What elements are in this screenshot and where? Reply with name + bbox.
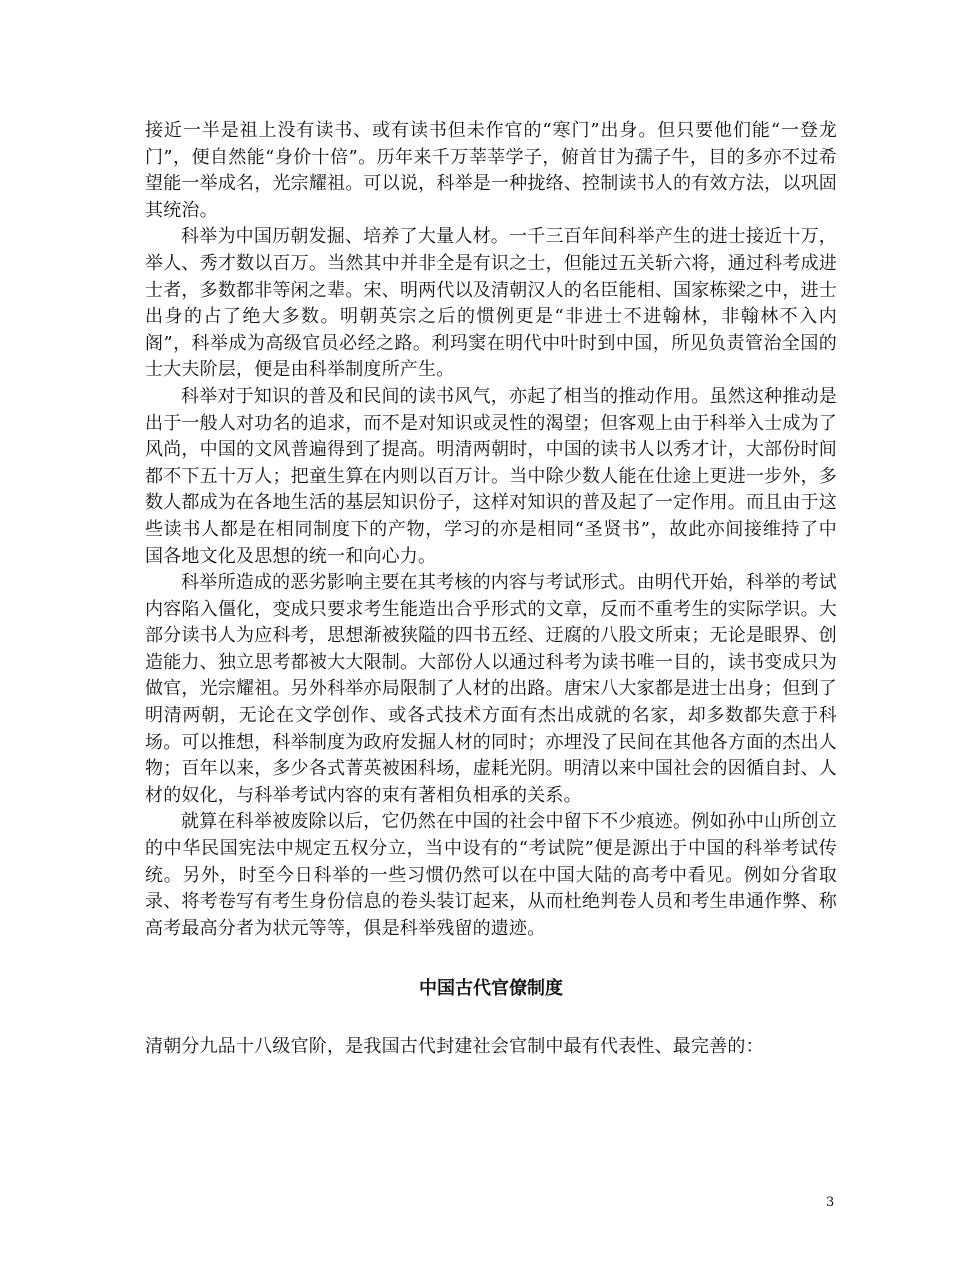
document-body <box>145 118 837 1061</box>
paragraph-1: 接近一半是祖上没有读书、或有读书但未作官的“寒门”出身。但只要他们能“一登龙门”，便自然能“身价十倍”。历年来千万莘莘学子，俯首甘为孺子牛，目的多亦不过希望能一举成名，光宗耀祖。可以说，科举是一种拢络、控制读书人的有效方法，以巩固其统治。 <box>145 120 837 221</box>
page-number: 3 <box>826 1195 835 1210</box>
section-heading: 中国古代官僚制度 <box>419 978 563 1000</box>
paragraph-4: 科举所造成的恶劣影响主要在其考核的内容与考试形式。由明代开始，科举的考试内容陷入僵化，变成只要求考生能造出合乎形式的文章，反而不重考生的实际学识。大部分读书人为应科考，思想渐被狭隘的四书五经、迂腐的八股文所束；无论是眼界、创造能力、独立思考都被大大限制。大部份人以通过科考为读书唯一目的，读书变成只为做官，光宗耀祖。另外科举亦局限制了人材的出路。唐宋八大家都是进士出身；但到了明清两朝，无论在文学创作、或各式技术方面有杰出成就的名家，却多数都失意于科场。可以推想，科举制度为政府发掘人材的同时；亦埋没了民间在其他各方面的杰出人物；百年以来，多少各式菁英被困科场，虚耗光阴。明清以来中国社会的因循自封、人材的奴化，与科举考试内容的束有著相负相承的关系。 <box>145 572 837 806</box>
paragraph-3: 科举对于知识的普及和民间的读书风气，亦起了相当的推动作用。虽然这种推动是出于一般人对功名的追求，而不是对知识或灵性的渴望；但客观上由于科举入士成为了风尚，中国的文风普遍得到了提高。明清两朝时，中国的读书人以秀才计，大部份时间都不下五十万人；把童生算在内则以百万计。当中除少数人能在仕途上更进一步外，多数人都成为在各地生活的基层知识份子，这样对知识的普及起了一定作用。而且由于这些读书人都是在相同制度下的产物，学习的亦是相同“圣贤书”，故此亦间接维持了中国各地文化及思想的统一和向心力。 <box>145 385 837 567</box>
section-first-line: 清朝分九品十八级官阶，是我国古代封建社会官制中最有代表性、最完善的： <box>145 1036 764 1058</box>
paragraph-5: 就算在科举被废除以后，它仍然在中国的社会中留下不少痕迹。例如孙中山所创立的中华民国宪法中规定五权分立，当中设有的“考试院”便是源出于中国的科举考试传统。另外，时至今日科举的一些习惯仍然可以在中国大陆的高考中看见。例如分省取录、将考卷写有考生身份信息的卷头装订起来，从而杜绝判卷人员和考生串通作弊、称高考最高分者为状元等等，俱是科举残留的遗迹。 <box>145 811 837 939</box>
paragraph-2: 科举为中国历朝发掘、培养了大量人材。一千三百年间科举产生的进士接近十万，举人、秀才数以百万。当然其中并非全是有识之士，但能过五关斩六将，通过科考成进士者，多数都非等闲之辈。宋、明两代以及清朝汉人的名臣能相、国家栋梁之中，进士出身的占了绝大多数。明朝英宗之后的惯例更是“非进士不进翰林，非翰林不入内阁”，科举成为高级官员必经之路。利玛窦在明代中叶时到中国，所见负责管治全国的士大夫阶层，便是由科举制度所产生。 <box>145 226 837 381</box>
